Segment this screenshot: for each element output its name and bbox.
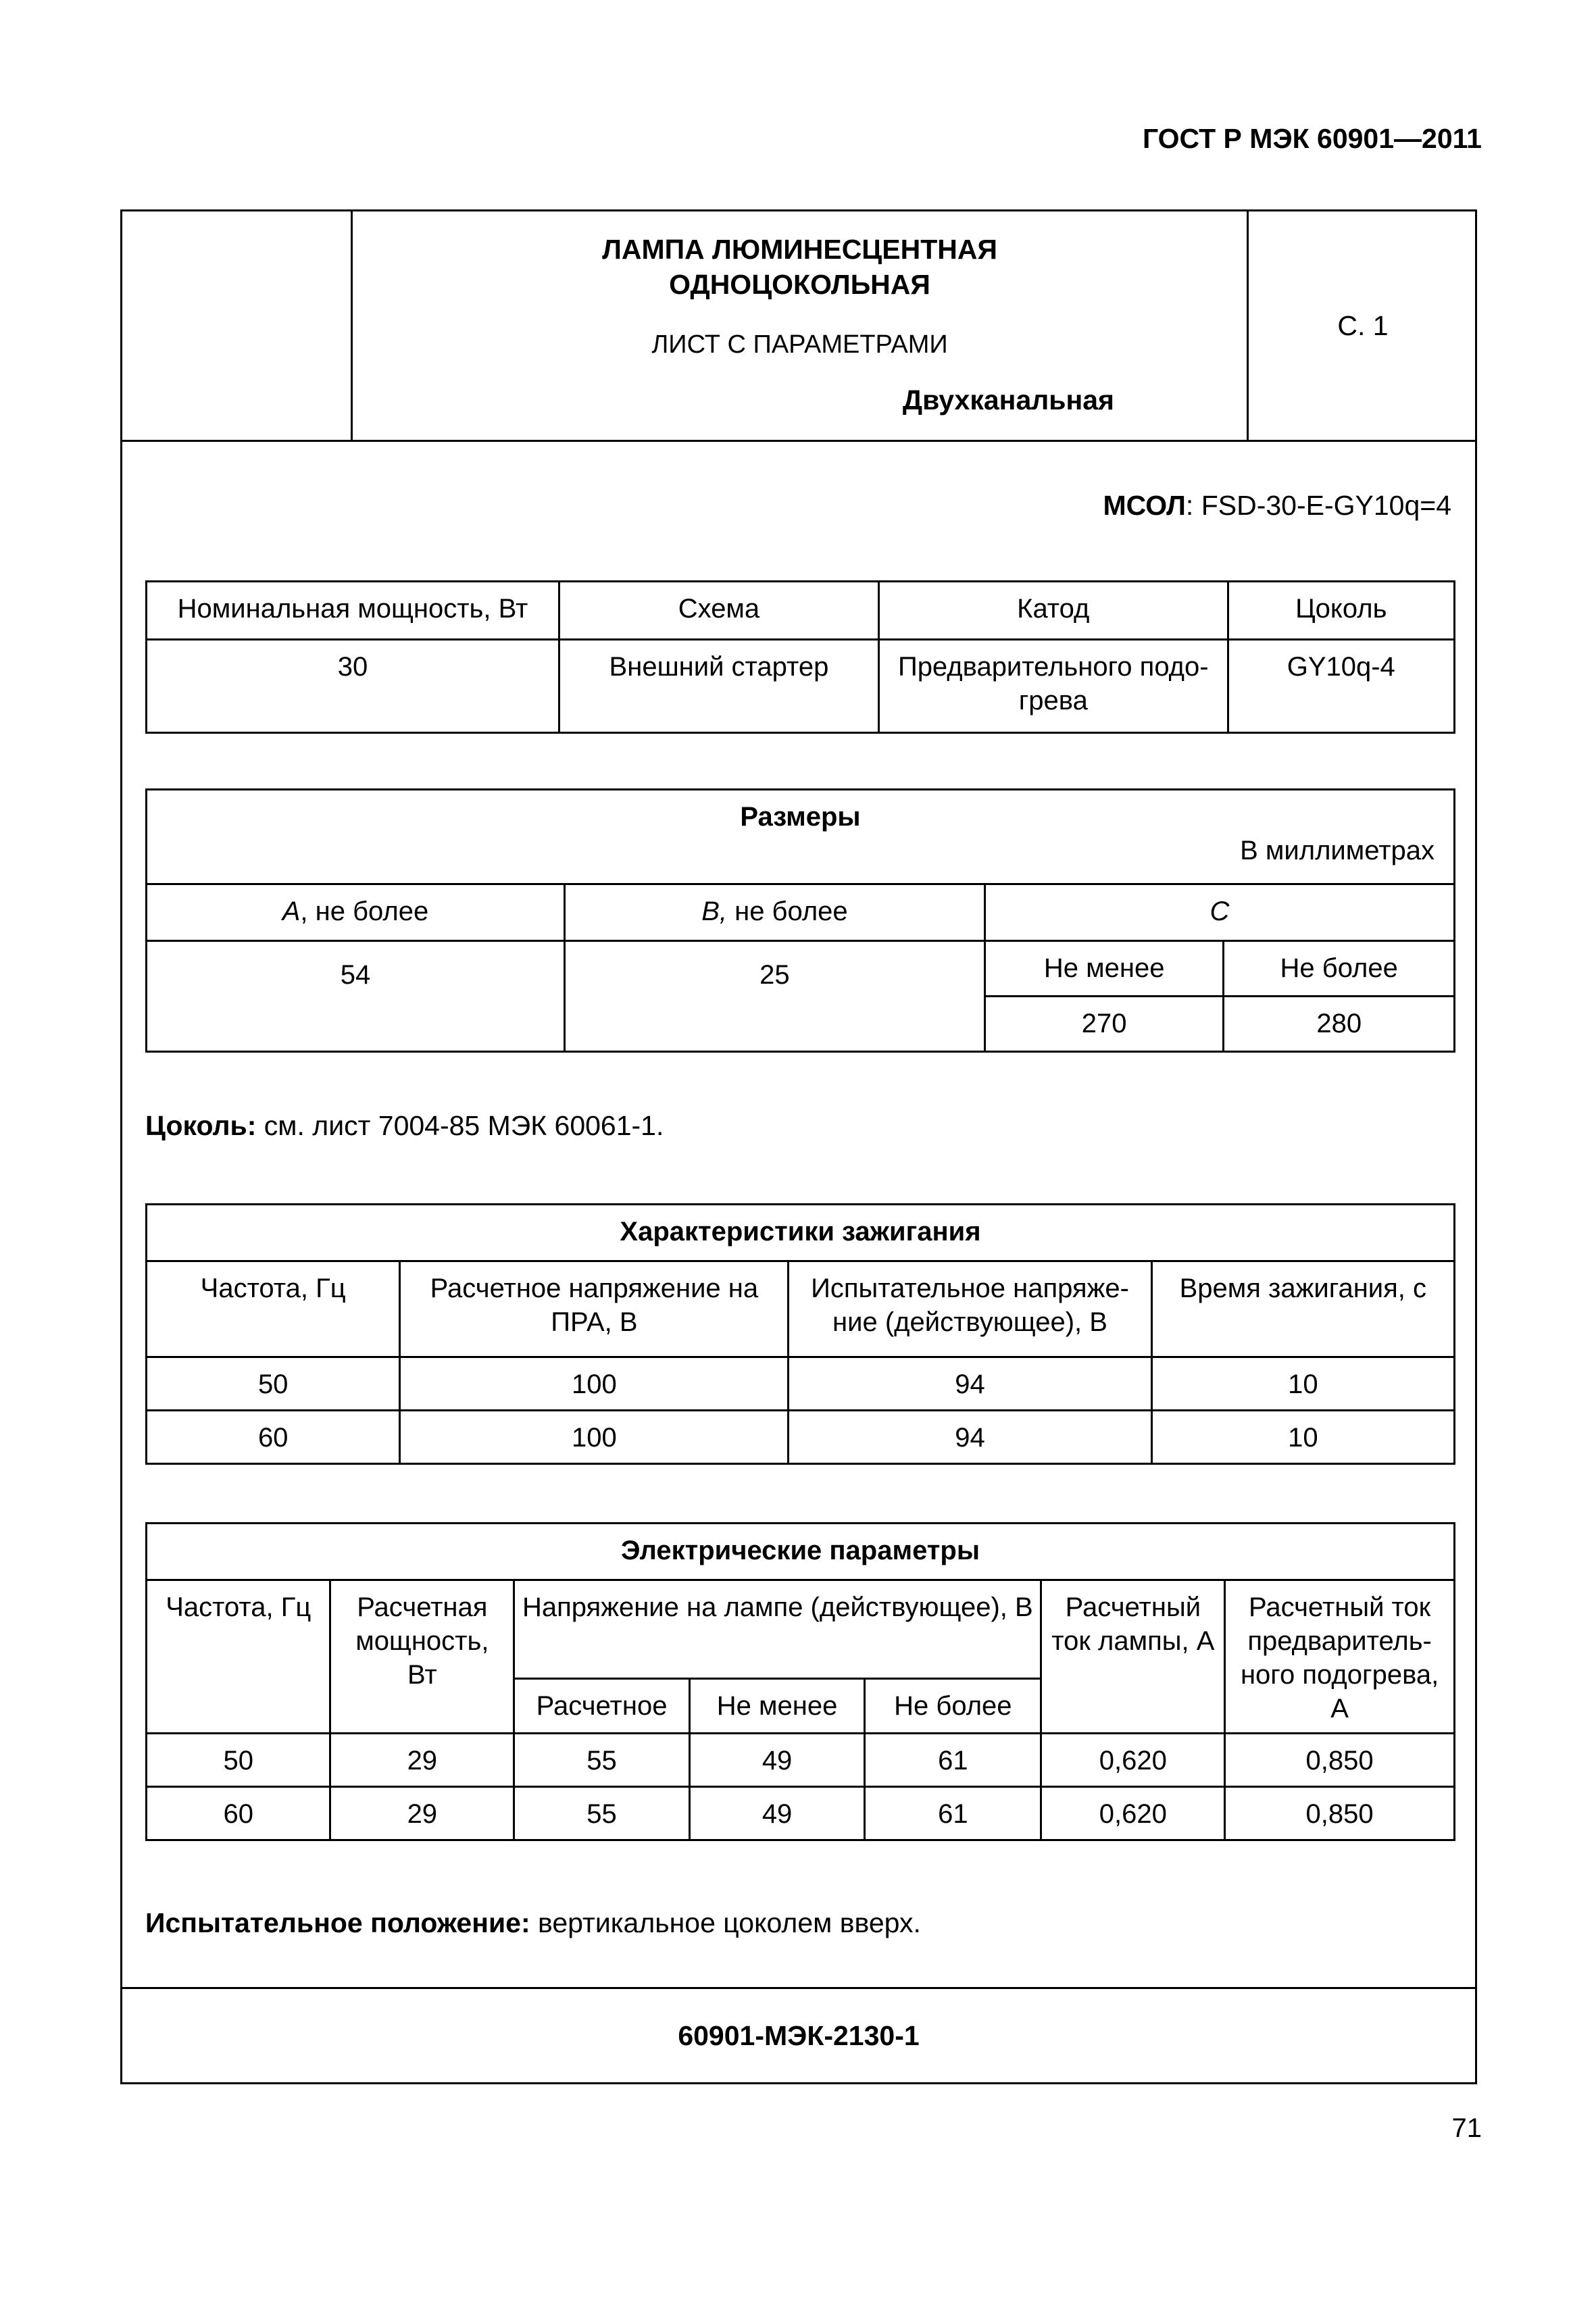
table-cell: 10	[1151, 1411, 1454, 1464]
header-cell: Номинальная мощность, Вт	[147, 582, 559, 640]
standard-code: ГОСТ Р МЭК 60901—2011	[1142, 123, 1482, 154]
main-parameters-table	[145, 580, 1455, 734]
dimensions-table	[145, 788, 1455, 1053]
lamp-title-line1: ЛАМПА ЛЮМИНЕСЦЕНТНАЯ	[602, 234, 997, 265]
table-cell: 29	[330, 1787, 514, 1840]
page-ref: С. 1	[1247, 211, 1477, 440]
table-cell: GY10q-4	[1228, 640, 1454, 733]
table-cell: 60	[147, 1411, 400, 1464]
col-a-header: A, не более	[147, 884, 565, 941]
dimensions-unit: В миллиметрах	[1240, 836, 1435, 865]
ignition-title: Характеристики зажигания	[147, 1205, 1455, 1261]
table-cell: 61	[865, 1787, 1041, 1840]
sheet-code-footer: 60901-МЭК-2130-1	[122, 1987, 1475, 2082]
header-cell: Напряжение на лампе (действующее), В	[514, 1580, 1041, 1679]
ignition-table	[145, 1203, 1455, 1465]
table-cell: 0,620	[1041, 1787, 1225, 1840]
lamp-title-line2: ОДНОЦОКОЛЬНАЯ	[669, 269, 930, 300]
header-cell: Расчетное	[514, 1678, 690, 1733]
table-cell: Предварительного подо-грева	[879, 640, 1228, 733]
header-cell: Частота, Гц	[147, 1580, 330, 1734]
base-note: Цоколь: см. лист 7004-85 МЭК 60061-1.	[145, 1110, 664, 1141]
table-cell: 0,620	[1041, 1734, 1225, 1787]
col-c-header: C	[984, 884, 1454, 941]
table-cell: 100	[400, 1411, 789, 1464]
header-cell: Схема	[559, 582, 878, 640]
table-cell: 55	[514, 1787, 690, 1840]
table-cell: 49	[689, 1787, 864, 1840]
c-min-header: Не менее	[984, 941, 1224, 997]
table-cell: 29	[330, 1734, 514, 1787]
table-cell: 94	[789, 1357, 1151, 1411]
header-cell: Частота, Гц	[147, 1261, 400, 1357]
header-cell: Цоколь	[1228, 582, 1454, 640]
header-cell: Не более	[865, 1678, 1041, 1733]
mcol-value: : FSD-30-E-GY10q=4	[1185, 490, 1451, 521]
table-cell: Внешний стартер	[559, 640, 878, 733]
header-cell: Катод	[879, 582, 1228, 640]
header-cell: Расчетный ток предваритель-ного подогрева, А	[1225, 1580, 1455, 1734]
table-cell: 50	[147, 1734, 330, 1787]
page-number: 71	[1451, 2113, 1482, 2143]
header-cell: Испытательное напряже-ние (действующее), В	[789, 1261, 1151, 1357]
header-cell: Расчетный ток лампы, А	[1041, 1580, 1225, 1734]
sheet-label: ЛИСТ С ПАРАМЕТРАМИ	[651, 330, 948, 359]
header-cell: Не менее	[689, 1678, 864, 1733]
c-max-header: Не более	[1224, 941, 1455, 997]
dimensions-title: Размеры	[740, 802, 861, 832]
a-value: 54	[147, 941, 565, 1052]
header-cell: Расчетное напряжение на ПРА, В	[400, 1261, 789, 1357]
col-b-header: B, не более	[564, 884, 984, 941]
c-max-value: 280	[1224, 997, 1455, 1052]
header-cell: Расчетная мощность, Вт	[330, 1580, 514, 1734]
table-cell: 0,850	[1225, 1734, 1455, 1787]
table-cell: 60	[147, 1787, 330, 1840]
table-cell: 49	[689, 1734, 864, 1787]
b-value: 25	[564, 941, 984, 1052]
table-cell: 0,850	[1225, 1787, 1455, 1840]
table-cell: 61	[865, 1734, 1041, 1787]
table-cell: 94	[789, 1411, 1151, 1464]
table-cell: 30	[147, 640, 559, 733]
table-cell: 50	[147, 1357, 400, 1411]
electrical-title: Электрические параметры	[147, 1524, 1455, 1580]
table-cell: 100	[400, 1357, 789, 1411]
test-position-note: Испытательное положение: вертикальное цоколем вверх.	[145, 1907, 921, 1938]
variant-label: Двухканальная	[902, 384, 1114, 416]
sheet-header	[122, 211, 1475, 442]
header-cell: Время зажигания, с	[1151, 1261, 1454, 1357]
header-left-cell	[122, 211, 353, 440]
parameter-sheet-frame	[120, 209, 1477, 2084]
table-cell: 55	[514, 1734, 690, 1787]
lamp-title	[353, 232, 1247, 302]
mcol-label: МСОЛ	[1103, 490, 1186, 521]
electrical-table	[145, 1522, 1455, 1841]
table-cell: 10	[1151, 1357, 1454, 1411]
c-min-value: 270	[984, 997, 1224, 1052]
mcol-designation	[1103, 490, 1451, 522]
header-title-cell	[353, 211, 1247, 440]
